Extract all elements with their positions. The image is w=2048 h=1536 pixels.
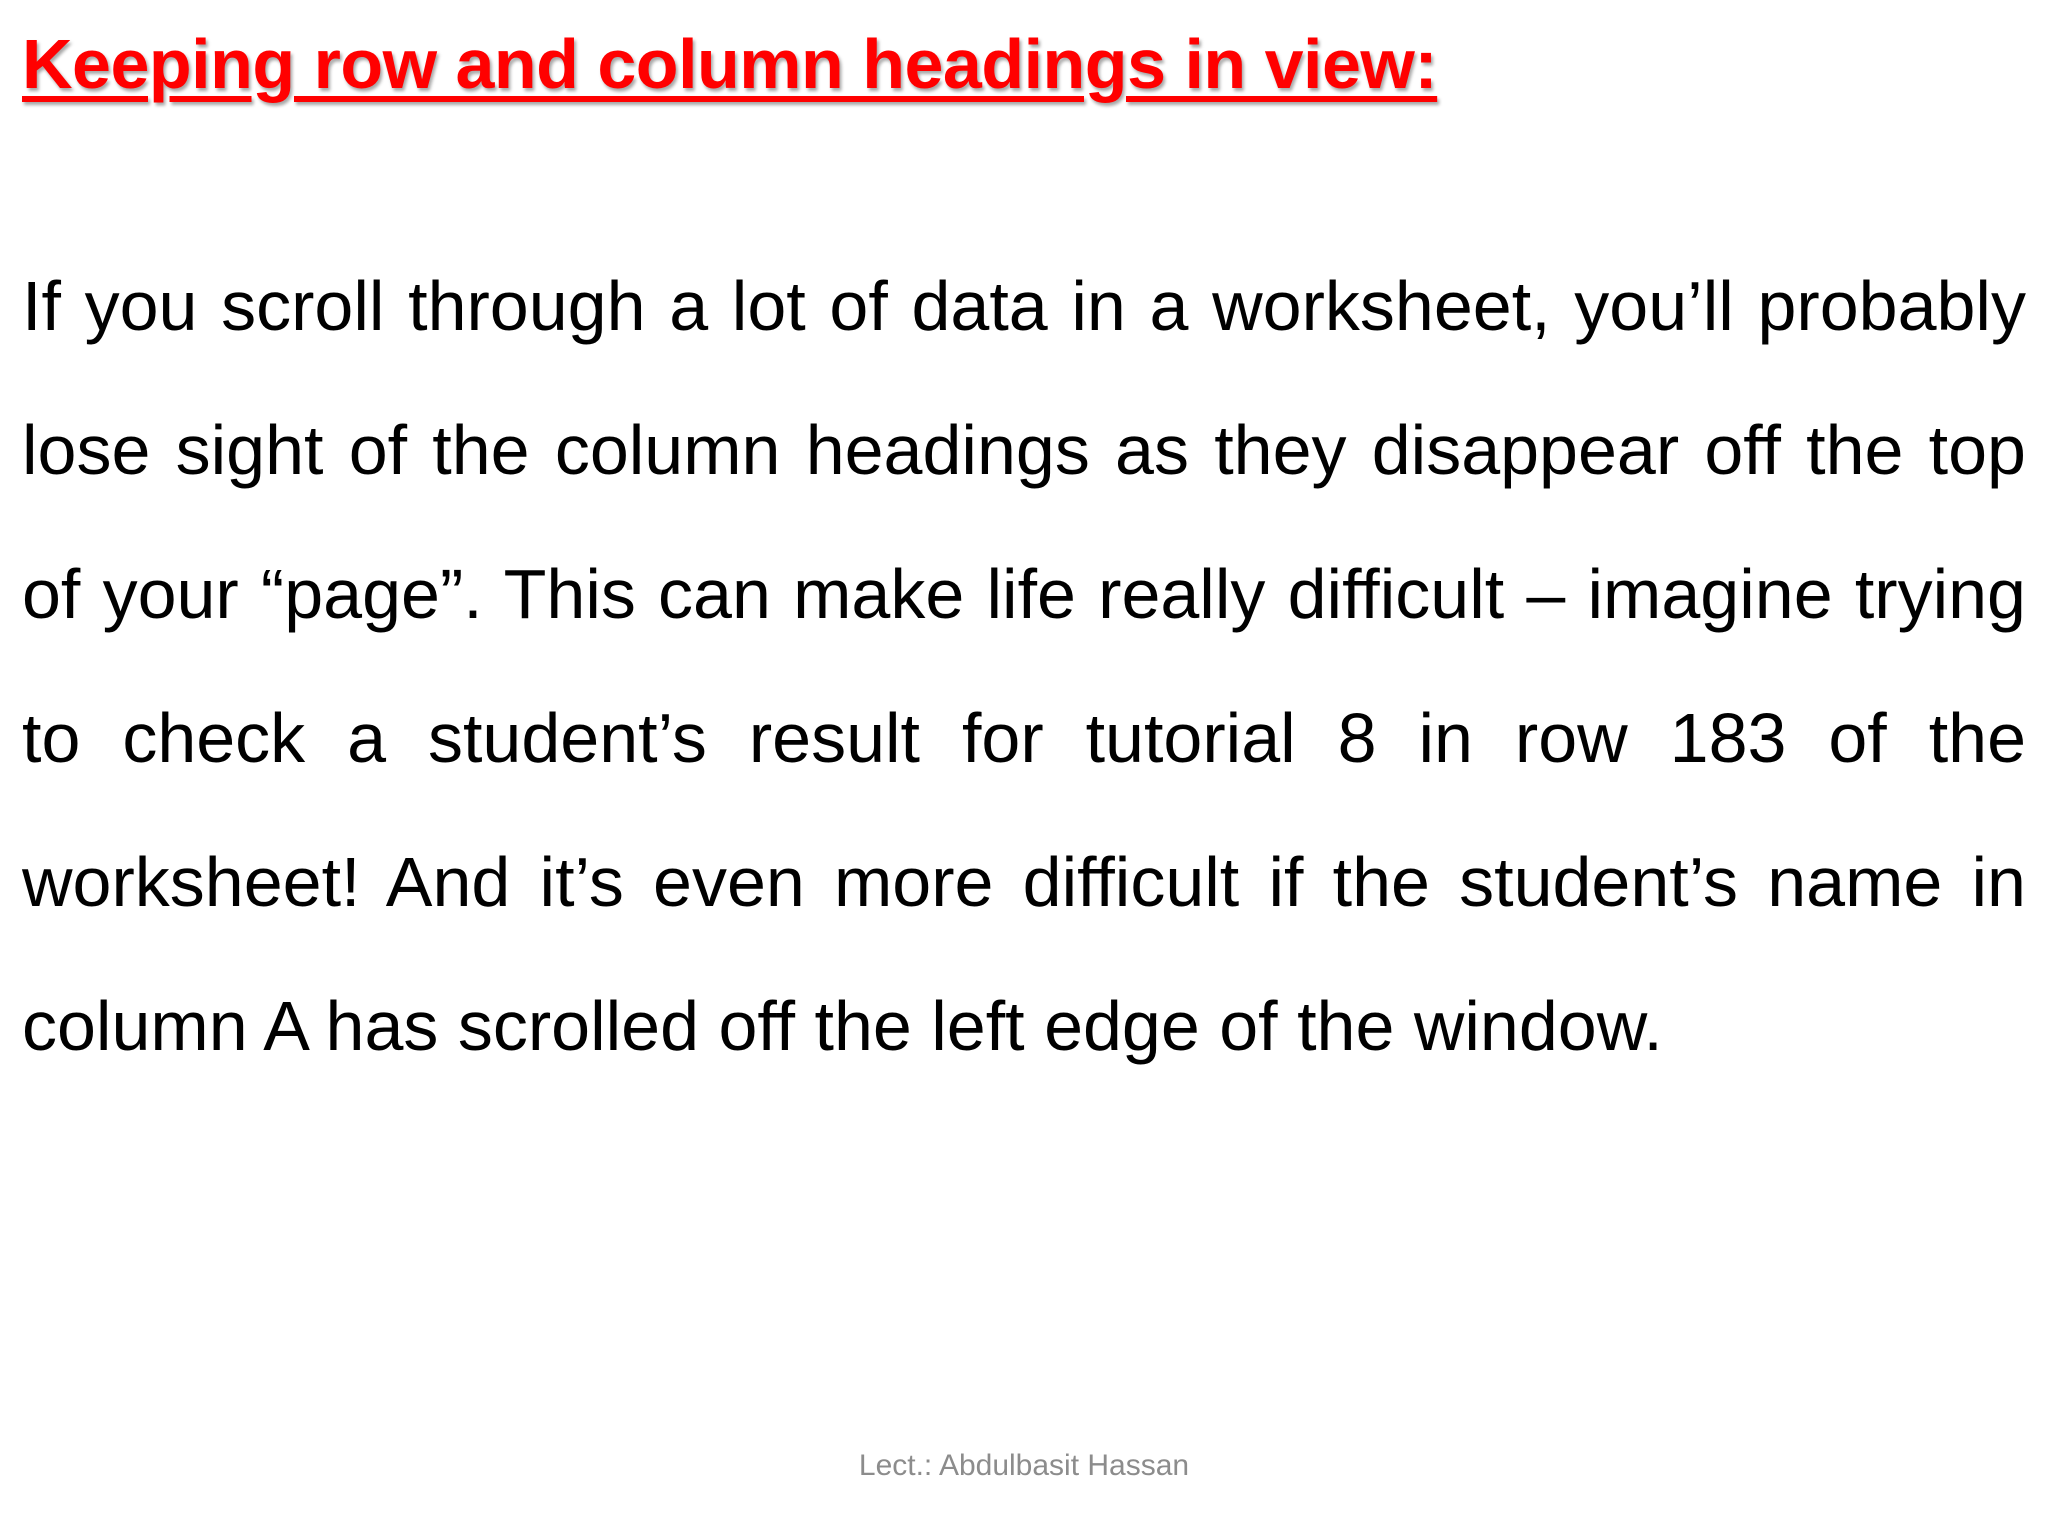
- slide-footer: Lect.: Abdulbasit Hassan: [858, 1449, 1190, 1482]
- slide-body-text: If you scroll through a lot of data in a worksheet, you’ll probably lose sight of the column headings as they disappear off the top of your “page”. This can make life really difficult – imagine trying to check a student’s result for tutorial 8 in row 183 of the worksheet! And it’s even more difficult if the student’s name in column A has scrolled off the left edge of the window.: [22, 267, 2026, 1065]
- slide-title: Keeping row and column headings in view:: [22, 25, 1438, 103]
